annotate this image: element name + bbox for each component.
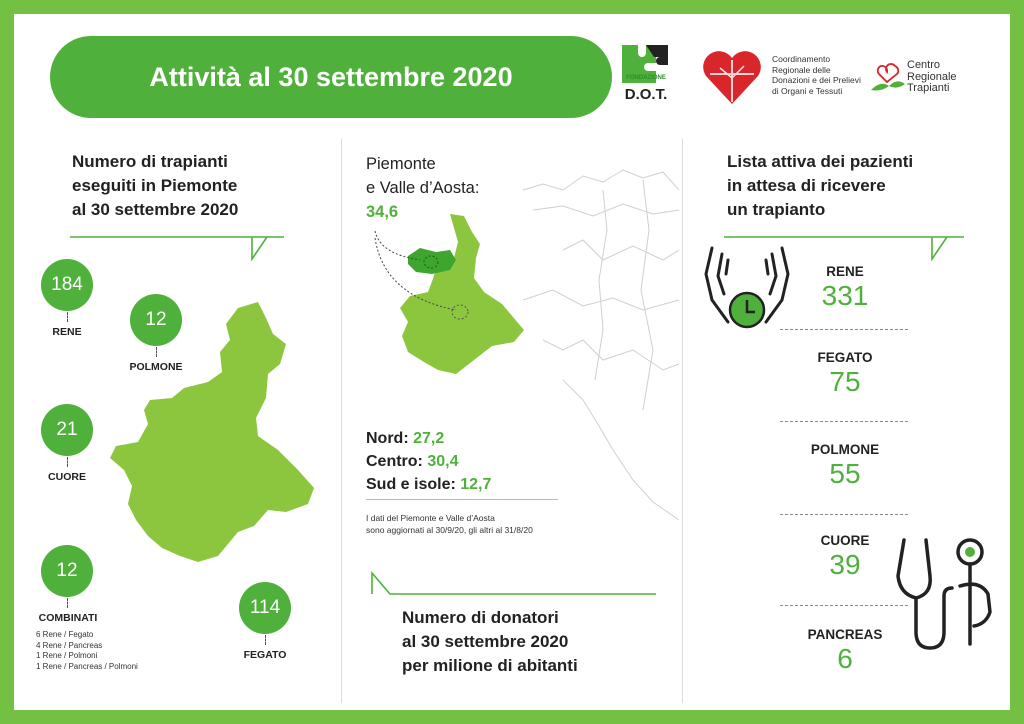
region-value: 34,6 bbox=[366, 203, 399, 221]
stat-centro bbox=[366, 450, 458, 473]
stat-nord bbox=[366, 427, 444, 450]
combinati-item: 1 Rene / Polmoni bbox=[36, 651, 98, 660]
combinati-item: 6 Rene / Fegato bbox=[36, 630, 94, 639]
waiting-cuore-value: 39 bbox=[829, 549, 861, 580]
waiting-pancreas-label: PANCREAS bbox=[807, 627, 883, 642]
combinati-tick bbox=[67, 598, 68, 608]
donors-title-line-3: per milione di abitanti bbox=[402, 656, 578, 675]
dot-logo-top: FONDAZIONE bbox=[626, 75, 666, 81]
polmone-value: 12 bbox=[145, 309, 167, 330]
combinati-label: COMBINATI bbox=[38, 612, 98, 624]
waiting-rene-value: 331 bbox=[821, 280, 869, 311]
crt-logo-icon bbox=[867, 58, 907, 98]
transplants-title bbox=[72, 150, 238, 222]
waiting-pancreas-value: 6 bbox=[837, 643, 853, 674]
waiting-separator bbox=[780, 514, 908, 515]
transplants-title-line-1: Numero di trapianti bbox=[72, 152, 228, 171]
stat-centro-label: Centro: bbox=[366, 453, 423, 470]
crt-line-1: Centro bbox=[907, 59, 941, 71]
region-line-1: Piemonte bbox=[366, 155, 436, 173]
waiting-separator bbox=[780, 329, 908, 330]
cuore-value: 21 bbox=[56, 419, 78, 440]
region-line-2: e Valle d’Aosta: bbox=[366, 179, 480, 197]
italy-north-map bbox=[503, 150, 683, 530]
waiting-separator bbox=[780, 605, 908, 606]
transplants-title-line-3: al 30 settembre 2020 bbox=[72, 200, 239, 219]
transplants-title-line-2: eseguiti in Piemonte bbox=[72, 176, 238, 195]
waiting-polmone-value: 55 bbox=[829, 458, 861, 489]
data-note-line-1: I dati del Piemonte e Valle d’Aosta bbox=[366, 513, 495, 523]
rene-value: 184 bbox=[51, 274, 83, 295]
rene-tick bbox=[67, 312, 68, 322]
waiting-fegato-value: 75 bbox=[829, 366, 861, 397]
waiting-separator bbox=[780, 421, 908, 422]
crt-text bbox=[907, 60, 977, 95]
polmone-tick bbox=[156, 347, 157, 357]
waiting-cuore-label: CUORE bbox=[820, 533, 870, 548]
polmone-label: POLMONE bbox=[129, 361, 183, 373]
cuore-label: CUORE bbox=[48, 471, 86, 483]
fegato-label: FEGATO bbox=[243, 649, 287, 661]
donors-title bbox=[402, 606, 578, 678]
cuore-circle bbox=[41, 404, 93, 456]
combinati-item: 1 Rene / Pancreas / Polmoni bbox=[36, 661, 138, 671]
coordinamento-logo bbox=[700, 48, 764, 108]
data-note bbox=[366, 512, 533, 536]
waiting-list-title bbox=[727, 150, 913, 222]
rene-circle bbox=[41, 259, 93, 311]
waiting-title-line-2: in attesa di ricevere bbox=[727, 176, 886, 195]
coordinamento-text: Coordinamento Regionale delle Donazioni e dei Prelievi di Organi e Tessuti bbox=[772, 54, 861, 96]
waiting-rene-label: RENE bbox=[826, 264, 864, 279]
polmone-circle bbox=[130, 294, 182, 346]
stat-nord-value: 27,2 bbox=[413, 430, 445, 447]
donors-title-line-1: Numero di donatori bbox=[402, 608, 559, 627]
combinati-item: 4 Rene / Pancreas bbox=[36, 640, 103, 650]
stat-sud-label: Sud e isole: bbox=[366, 476, 456, 493]
map-callout-lines bbox=[370, 226, 470, 316]
waiting-title-line-1: Lista attiva dei pazienti bbox=[727, 152, 914, 171]
fegato-circle bbox=[239, 582, 291, 634]
page-title: Attività al 30 settembre 2020 bbox=[149, 61, 513, 92]
stat-sud bbox=[366, 473, 491, 496]
stat-nord-label: Nord: bbox=[366, 430, 409, 447]
donors-title-line-2: al 30 settembre 2020 bbox=[402, 632, 569, 651]
data-note-line-2: sono aggiornati al 30/9/20, gli altri al 31/8/20 bbox=[366, 525, 533, 535]
fondazione-dot-logo bbox=[616, 41, 676, 113]
waiting-fegato-label: FEGATO bbox=[817, 350, 873, 365]
transplants-title-underline bbox=[70, 234, 290, 264]
crt-line-3: Trapianti bbox=[907, 82, 950, 94]
stat-sud-value: 12,7 bbox=[460, 476, 492, 493]
combinati-value: 12 bbox=[56, 560, 78, 581]
cuore-tick bbox=[67, 457, 68, 467]
combinati-circle bbox=[41, 545, 93, 597]
fegato-tick bbox=[265, 635, 266, 645]
column-divider-1 bbox=[341, 139, 342, 703]
stats-divider bbox=[366, 499, 558, 500]
waiting-polmone-label: POLMONE bbox=[810, 442, 880, 457]
dot-logo-name: D.O.T. bbox=[624, 86, 668, 103]
crt-line-2: Regionale bbox=[907, 70, 957, 83]
centro-regionale-trapianti-logo bbox=[867, 58, 907, 98]
stat-centro-value: 30,4 bbox=[427, 453, 459, 470]
fegato-value: 114 bbox=[249, 597, 281, 618]
combinati-list bbox=[36, 630, 138, 672]
rene-label: RENE bbox=[52, 326, 82, 338]
title-banner bbox=[50, 36, 612, 118]
donors-title-overline bbox=[370, 568, 660, 598]
heart-logo-icon bbox=[700, 48, 764, 108]
waiting-title-line-3: un trapianto bbox=[727, 200, 826, 219]
